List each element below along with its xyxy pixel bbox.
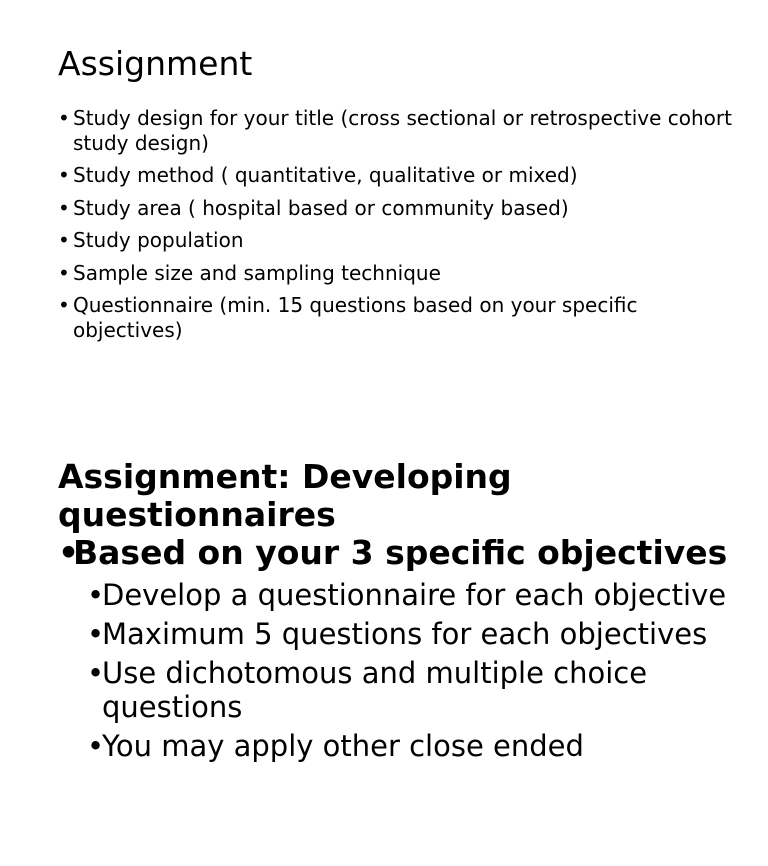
bullet-icon: •	[87, 729, 105, 763]
list-item-text: Maximum 5 questions for each objectives	[102, 617, 708, 651]
list-item-text: Sample size and sampling technique	[73, 260, 441, 285]
list-item-text: You may apply other close ended	[102, 729, 584, 763]
list-item	[87, 729, 738, 763]
list-item-text: Develop a questionnaire for each objective	[102, 578, 727, 612]
main-point	[58, 534, 738, 572]
bullet-icon: •	[87, 578, 105, 612]
list-item-text: Study method ( quantitative, qualitative or mixed)	[73, 163, 578, 187]
bullet-icon: •	[58, 195, 70, 220]
list-item-text: Study population	[73, 228, 244, 252]
slide-assignment	[58, 44, 738, 350]
list-item-text: Study area ( hospital based or community based)	[73, 195, 569, 220]
bullet-icon: •	[58, 163, 70, 187]
assignment-list	[58, 106, 738, 342]
list-item-text: Questionnaire (min. 15 questions based on your specific objectives)	[73, 293, 638, 342]
bullet-icon: •	[87, 656, 105, 690]
list-item	[58, 106, 738, 155]
list-item	[87, 656, 738, 724]
list-item	[58, 261, 738, 286]
list-item	[87, 578, 738, 612]
slide-developing-questionnaires	[58, 458, 738, 768]
list-item	[58, 228, 738, 253]
list-item-text: Study design for your title (cross sectional or retrospective cohort study design)	[73, 106, 732, 155]
list-item	[87, 617, 738, 651]
bullet-icon: •	[58, 293, 70, 317]
slide-title: Assignment: Developing questionnaires	[58, 457, 512, 534]
list-item	[58, 163, 738, 188]
main-point-text: Based on your 3 specific objectives	[73, 533, 728, 572]
list-item-text: Use dichotomous and multiple choice questions	[102, 656, 648, 724]
bullet-icon: •	[58, 106, 70, 130]
bullet-icon: •	[58, 228, 70, 252]
bullet-icon: •	[58, 260, 70, 285]
list-item	[58, 196, 738, 221]
list-item	[58, 293, 738, 342]
bullet-icon: •	[87, 617, 105, 651]
bullet-icon: •	[58, 533, 80, 572]
slide-title: Assignment	[58, 44, 253, 83]
sub-points-list	[58, 578, 738, 763]
